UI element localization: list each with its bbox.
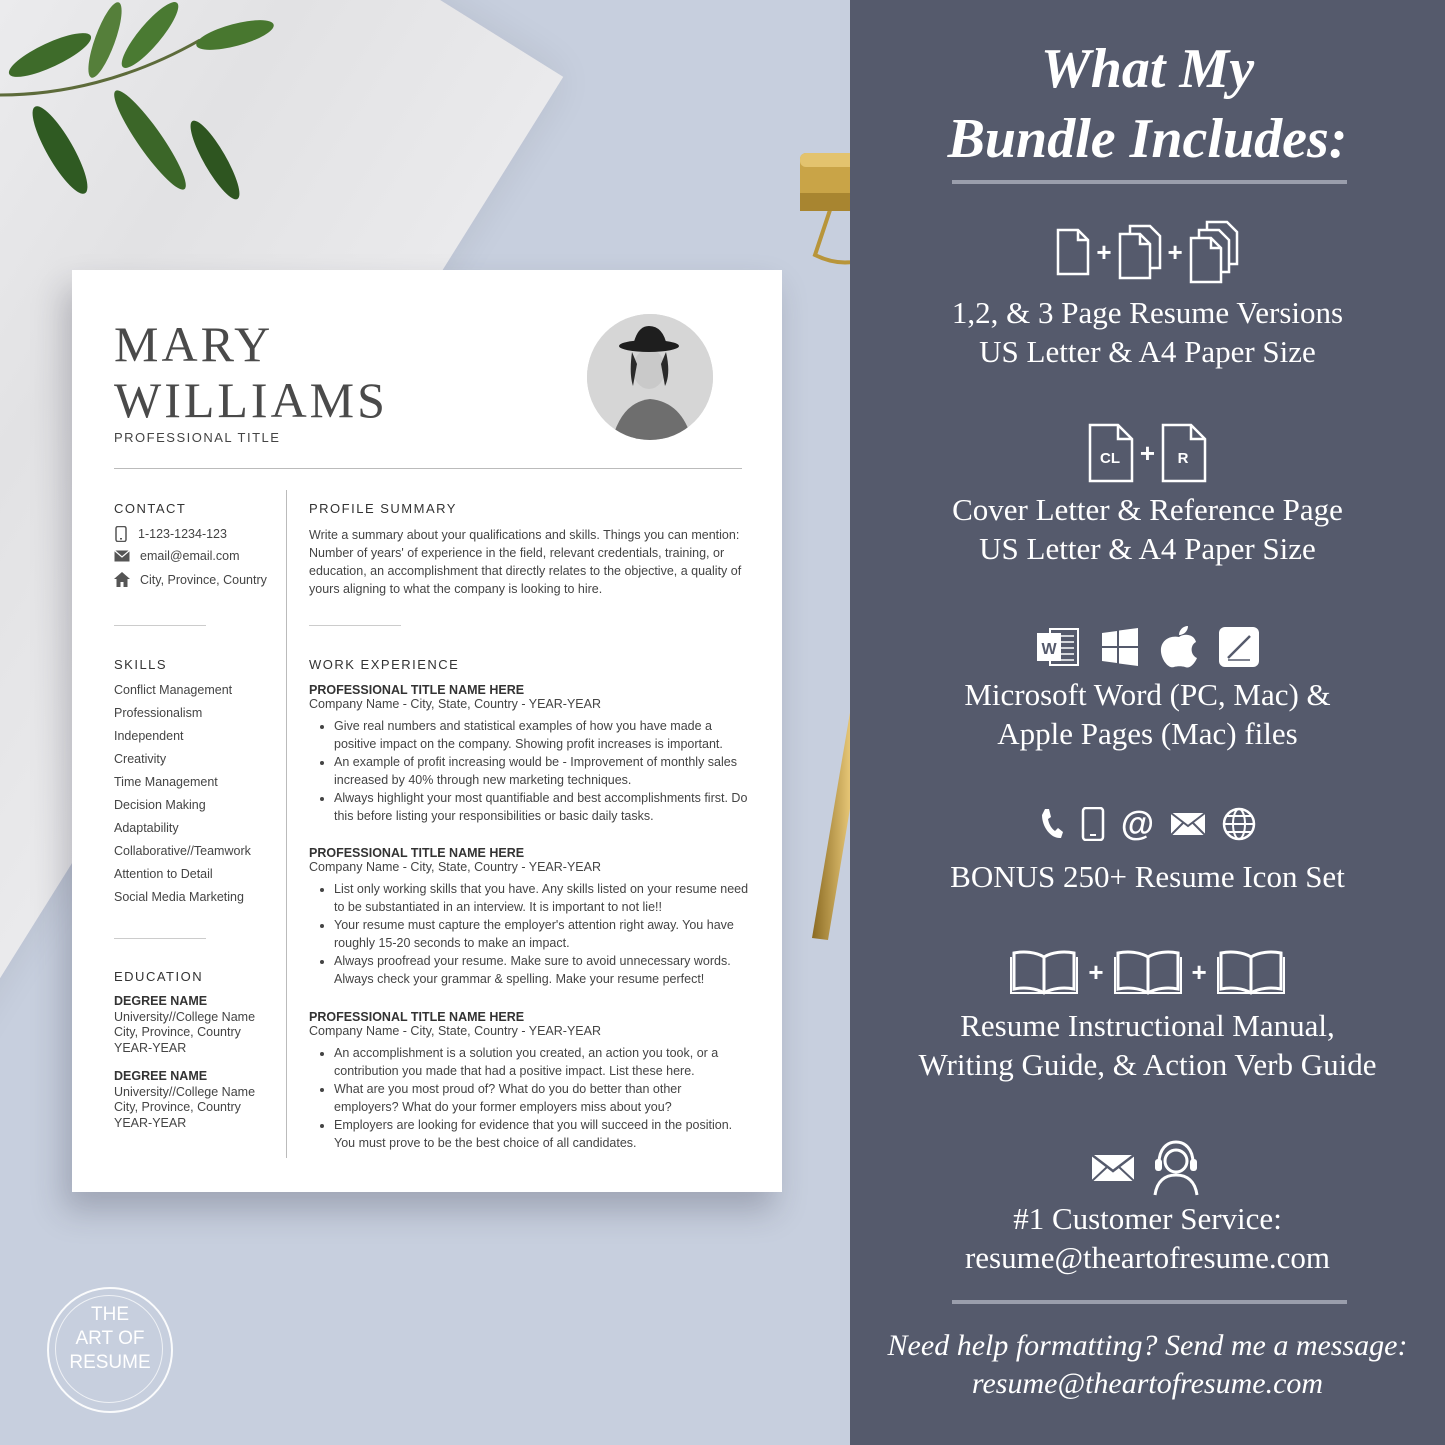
job-company: Company Name - City, State, Country - YEAR-YEAR — [309, 697, 601, 711]
icon-set-icons — [850, 806, 1445, 842]
mobile-phone-icon — [1081, 807, 1105, 841]
reference-page-label: R — [1177, 450, 1189, 467]
skill-item: Professionalism — [114, 706, 203, 720]
job-company: Company Name - City, State, Country - YEAR-YEAR — [309, 860, 601, 874]
column-divider — [286, 490, 287, 1158]
contact-phone-text: 1-123-1234-123 — [138, 527, 227, 541]
contact-location-text: City, Province, Country — [140, 572, 267, 587]
skill-item: Collaborative//Teamwork — [114, 844, 251, 858]
single-page-icon — [1056, 228, 1090, 276]
plus-sign: + — [1139, 437, 1156, 468]
logo-text — [49, 1303, 171, 1375]
binder-clip-decoration — [795, 145, 850, 270]
job-entry — [309, 1010, 749, 1152]
education-entry — [114, 1069, 255, 1131]
open-book-icon — [1010, 949, 1078, 995]
feature-page-versions: 1,2, & 3 Page Resume Versions — [951, 295, 1344, 330]
job-entry — [309, 846, 749, 988]
education-years: YEAR-YEAR — [114, 1115, 187, 1130]
education-heading: EDUCATION — [114, 969, 204, 984]
home-icon — [114, 572, 130, 587]
degree-name: DEGREE NAME — [114, 1069, 208, 1083]
job-bullets — [309, 880, 749, 988]
cover-letter-icons — [850, 422, 1445, 484]
job-bullet: • An accomplishment is a solution you created, an action you took, or a contribution you made that had a positive impact. List these here. — [334, 1044, 749, 1080]
profile-summary-text: Write a summary about your qualifications and skills. Things you can mention: Number of years' of experience in the field, relevant credentials, training, or education, an accomplishment that directly relates to the objective, a quality of yours aligning to what the company is looking to hire. — [309, 528, 742, 596]
feature-icon-set: BONUS 250+ Resume Icon Set — [950, 859, 1345, 894]
headset-support-icon — [1147, 1139, 1205, 1197]
guide-book-icons — [850, 948, 1445, 996]
profile-photo — [587, 314, 713, 440]
job-company: Company Name - City, State, Country - YEAR-YEAR — [309, 1024, 601, 1038]
job-bullets — [309, 717, 749, 825]
panel-title-line2: Bundle Includes: — [947, 108, 1348, 170]
school-name: University//College Name — [114, 1084, 256, 1099]
feature-word-pages: Microsoft Word (PC, Mac) & — [964, 677, 1331, 712]
at-sign-icon: @ — [1120, 805, 1155, 843]
windows-icon — [1100, 627, 1140, 667]
microsoft-word-icon — [1036, 627, 1080, 667]
skill-item: Decision Making — [114, 798, 206, 812]
profile-photo-image — [587, 314, 713, 440]
resume-name — [114, 316, 388, 428]
page-versions-icons — [850, 222, 1445, 282]
open-book-icon — [1217, 949, 1285, 995]
envelope-icon — [114, 550, 130, 562]
olive-branch-decoration — [0, 0, 280, 230]
help-message: Need help formatting? Send me a message: — [887, 1329, 1408, 1362]
degree-name: DEGREE NAME — [114, 994, 208, 1008]
envelope-icon — [1170, 811, 1206, 837]
job-title: PROFESSIONAL TITLE NAME HERE — [309, 1010, 525, 1024]
job-title: PROFESSIONAL TITLE NAME HERE — [309, 683, 525, 697]
customer-service-email[interactable]: resume@theartofresume.com — [964, 1240, 1331, 1275]
feature-instruction-manual: Resume Instructional Manual, — [960, 1008, 1335, 1043]
feature-paper-size: US Letter & A4 Paper Size — [979, 334, 1316, 369]
job-bullets — [309, 1044, 749, 1152]
job-entry — [309, 683, 749, 825]
footer-divider — [952, 1300, 1347, 1304]
logo-line: ART OF — [75, 1328, 145, 1349]
word-letter: W — [1040, 641, 1057, 658]
section-divider — [309, 625, 401, 626]
job-bullet: • What are you most proud of? What do you do better than other employers? What do your former employers miss about you? — [334, 1080, 749, 1116]
education-years: YEAR-YEAR — [114, 1040, 187, 1055]
feature-paper-size: US Letter & A4 Paper Size — [979, 531, 1316, 566]
job-bullet: • Give real numbers and statistical examples of how you have made a positive impact on the company. Showing profit increases is important. — [334, 717, 749, 753]
brand-logo — [47, 1287, 173, 1413]
plus-sign: + — [1191, 956, 1207, 987]
skill-item: Conflict Management — [114, 683, 233, 697]
skill-item: Independent — [114, 729, 184, 743]
job-title: PROFESSIONAL TITLE NAME HERE — [309, 846, 525, 860]
envelope-icon — [1091, 1153, 1135, 1183]
job-bullet: • Your resume must capture the employer's attention right away. You have roughly 15-20 seconds to make an impact. — [334, 916, 749, 952]
gold-pen-decoration — [800, 540, 850, 950]
profile-summary-heading: PROFILE SUMMARY — [309, 501, 457, 516]
skill-item: Attention to Detail — [114, 867, 213, 881]
skill-item: Social Media Marketing — [114, 890, 244, 904]
job-bullet: • List only working skills that you have. Any skills listed on your resume need to be substantiated in an interview. It is important to not lie!! — [334, 880, 749, 916]
customer-service-label: #1 Customer Service: — [1013, 1201, 1282, 1236]
apple-icon — [1160, 625, 1198, 669]
header-divider — [114, 468, 742, 469]
apple-pages-icon — [1218, 626, 1260, 668]
reference-page-icon — [1161, 423, 1207, 483]
section-divider — [114, 938, 206, 939]
cover-letter-label: CL — [1099, 450, 1120, 467]
plus-sign: + — [1088, 956, 1104, 987]
contact-email-text: email@email.com — [140, 549, 240, 563]
contact-phone — [114, 526, 227, 542]
logo-line: THE — [91, 1304, 129, 1325]
phone-icon — [1039, 807, 1065, 841]
plus-sign: + — [1096, 236, 1112, 267]
feature-writing-guide: Writing Guide, & Action Verb Guide — [918, 1047, 1377, 1082]
customer-service-icons — [850, 1138, 1445, 1198]
work-experience-heading: WORK EXPERIENCE — [309, 657, 460, 672]
logo-line: RESUME — [69, 1352, 151, 1373]
job-bullet: • An example of profit increasing would be - Improvement of monthly sales increased by 40% through new marketing techniques. — [334, 753, 749, 789]
three-pages-icon — [1189, 220, 1239, 284]
resume-last-name: WILLIAMS — [114, 372, 388, 428]
resume-first-name: MARY — [114, 316, 274, 372]
plus-sign: + — [1167, 236, 1183, 267]
school-name: University//College Name — [114, 1009, 256, 1024]
panel-title-line1: What My — [1040, 38, 1255, 100]
job-bullet: • Always proofread your resume. Make sure to avoid unnecessary words. Always check your grammar & spelling. Make your resume perfect! — [334, 952, 749, 988]
education-entry — [114, 994, 255, 1056]
software-icons — [850, 625, 1445, 669]
contact-location — [114, 572, 267, 587]
title-divider — [952, 180, 1347, 184]
resume-preview — [72, 270, 782, 1192]
job-bullet: • Always highlight your most quantifiable and best accomplishments first. Do this before listing your responsibilities or basic daily tasks. — [334, 789, 749, 825]
open-book-icon — [1114, 949, 1182, 995]
bundle-info-panel — [850, 0, 1445, 1445]
globe-icon — [1222, 807, 1256, 841]
contact-heading: CONTACT — [114, 501, 187, 516]
skills-heading: SKILLS — [114, 657, 168, 672]
skill-item: Creativity — [114, 752, 167, 766]
two-pages-icon — [1118, 224, 1162, 280]
feature-apple-pages: Apple Pages (Mac) files — [997, 716, 1298, 751]
resume-professional-title: PROFESSIONAL TITLE — [114, 430, 281, 445]
contact-email — [114, 549, 240, 563]
help-email[interactable]: resume@theartofresume.com — [971, 1367, 1324, 1400]
skill-item: Time Management — [114, 775, 218, 789]
mobile-phone-icon — [114, 526, 128, 542]
feature-cover-letter: Cover Letter & Reference Page — [952, 492, 1343, 527]
school-location: City, Province, Country — [114, 1100, 241, 1114]
section-divider — [114, 625, 206, 626]
skill-item: Adaptability — [114, 821, 179, 835]
school-location: City, Province, Country — [114, 1025, 241, 1039]
job-bullet: • Employers are looking for evidence that you will succeed in the position. You must prove to be the best choice of all candidates. — [334, 1116, 749, 1152]
cover-letter-icon — [1088, 423, 1134, 483]
